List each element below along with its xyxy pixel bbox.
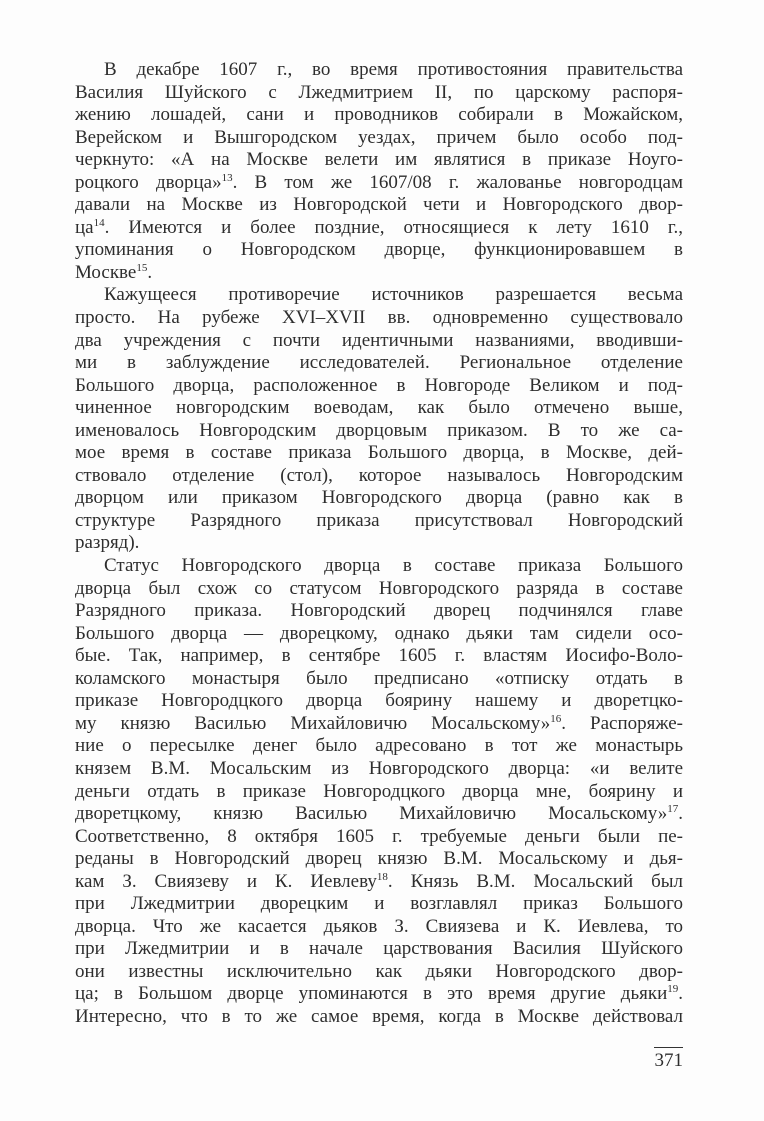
footnote-ref: 14 [93, 216, 105, 229]
text-segment: дворца. Что же касается дьяков З. Свиязева и К. Иевлева, то [75, 915, 683, 937]
text-line [75, 826, 683, 849]
footnote-ref: 17 [667, 803, 679, 816]
text-line [75, 961, 683, 984]
text-segment: Большого дворца — дворецкому, однако дьяки там сидели осо- [75, 622, 683, 644]
text-segment: при Лжедмитрии и в начале царствования Василия Шуйского [75, 938, 683, 960]
text-segment: приказе Новгородцкого дворца боярину нашему и дворетцко- [75, 690, 683, 712]
text-segment: разряд). [75, 532, 140, 554]
text-segment: давали на Москве из Новгородской чети и Новгородского двор- [75, 194, 683, 216]
text-line [75, 532, 683, 555]
text-line [75, 149, 683, 172]
page-number: 371 [654, 1047, 683, 1072]
footnote-ref: 18 [376, 870, 388, 883]
text-segment: ца [75, 216, 94, 238]
text-line [75, 352, 683, 375]
text-line [75, 104, 683, 127]
text-line [75, 284, 683, 307]
text-line [75, 690, 683, 713]
text-line [75, 59, 683, 82]
text-line [75, 803, 683, 826]
text-segment: мое время в составе приказа Большого дворца, в Москве, дей- [75, 442, 683, 464]
text-line [75, 578, 683, 601]
text-segment: Василия Шуйского с Лжедмитрием II, по царскому распоря- [75, 81, 683, 103]
text-segment: дворца был схож со статусом Новгородского разряда в составе [75, 577, 683, 599]
text-line [75, 871, 683, 894]
text-line [75, 645, 683, 668]
text-segment: . Распоряже- [561, 712, 683, 734]
text-line [75, 916, 683, 939]
text-segment: кам З. Свиязеву и К. Иевлеву [75, 870, 377, 892]
text-segment: ствовало отделение (стол), которое называлось Новгородским [75, 464, 683, 486]
text-segment: Интересно, что в то же самое время, когда в Москве действовал [75, 1005, 683, 1027]
text-line [75, 735, 683, 758]
text-line [75, 893, 683, 916]
text-line [75, 82, 683, 105]
text-line [75, 623, 683, 646]
text-segment: дворцом или приказом Новгородского дворца (равно как в [75, 487, 683, 509]
text-segment: В декабре 1607 г., во время противостояния правительства [104, 59, 683, 80]
text-segment: . Князь В.М. Мосальский был [387, 870, 683, 892]
text-line [75, 510, 683, 533]
text-line [75, 668, 683, 691]
text-line [75, 465, 683, 488]
text-segment: черкнуто: «А на Москве велети им являтися в приказе Ноуго- [75, 149, 683, 171]
text-segment: Москве [75, 261, 137, 283]
text-line [75, 487, 683, 510]
text-line [75, 307, 683, 330]
text-segment: они известны исключительно как дьяки Новгородского двор- [75, 960, 683, 982]
text-segment: реданы в Новгородский дворец князю В.М. Мосальскому и дья- [75, 848, 683, 870]
text-line [75, 781, 683, 804]
text-line [75, 172, 683, 195]
text-segment: Соответственно, 8 октября 1605 г. требуемые деньги были пе- [75, 825, 683, 847]
text-line [75, 938, 683, 961]
text-segment: му князю Василью Михайловичю Мосальскому» [75, 712, 551, 734]
text-segment: чиненное новгородским воеводам, как было отмечено выше, [75, 397, 683, 419]
text-segment: ми в заблуждение исследователей. Региональное отделение [75, 352, 683, 374]
footnote-ref: 19 [667, 983, 679, 996]
text-line [75, 758, 683, 781]
text-line [75, 442, 683, 465]
text-segment: роцкого дворца» [75, 171, 222, 193]
text-line [75, 848, 683, 871]
text-segment: жению лошадей, сани и проводников собирали в Можайском, [75, 104, 683, 126]
text-line [75, 127, 683, 150]
text-segment: ца; в Большом дворце упоминаются в это время другие дьяки [75, 983, 668, 1005]
text-segment: два учреждения с почти идентичными названиями, вводивши- [75, 329, 683, 351]
footnote-ref: 16 [550, 712, 562, 725]
text-segment: князем В.М. Мосальским из Новгородского дворца: «и велите [75, 757, 683, 779]
text-segment: Большого дворца, расположенное в Новгороде Великом и под- [75, 374, 683, 396]
text-segment: коламского монастыря было предписано «отписку отдать в [75, 667, 683, 689]
body-text [75, 59, 683, 1029]
text-segment: . В том же 1607/08 г. жалованье новгородцам [232, 171, 683, 193]
text-line [75, 194, 683, 217]
text-line [75, 1006, 683, 1029]
text-segment: Верейском и Вышгородском уездах, причем было особо под- [75, 126, 683, 148]
text-segment: структуре Разрядного приказа присутствовал Новгородский [75, 509, 683, 531]
text-line [75, 420, 683, 443]
text-segment: дворетцкому, князю Василью Михайловичю Мосальскому» [75, 803, 668, 825]
paragraph [75, 284, 683, 555]
text-segment: именовалось Новгородским дворцовым приказом. В то же са- [75, 419, 683, 441]
text-segment: . [147, 261, 153, 283]
text-segment: бые. Так, например, в сентябре 1605 г. властям Иосифо-Воло- [75, 645, 683, 667]
text-segment: . Имеются и более поздние, относящиеся к лету 1610 г., [104, 216, 683, 238]
paragraph [75, 59, 683, 284]
text-line [75, 330, 683, 353]
text-line [75, 555, 683, 578]
text-segment: Статус Новгородского дворца в составе приказа Большого [104, 555, 683, 577]
text-segment: . [678, 803, 683, 825]
text-segment: . [678, 983, 683, 1005]
text-line [75, 239, 683, 262]
text-segment: деньги отдать в приказе Новгородцкого дворца мне, боярину и [75, 780, 683, 802]
text-line [75, 217, 683, 240]
text-segment: просто. На рубеже XVI–XVII вв. одновременно существовало [75, 307, 683, 329]
text-segment: упоминания о Новгородском дворце, функционировавшем в [75, 239, 683, 261]
text-line [75, 397, 683, 420]
paragraph [75, 555, 683, 1028]
footnote-ref: 15 [136, 261, 148, 274]
text-segment: Разрядного приказа. Новгородский дворец подчинялся главе [75, 600, 683, 622]
text-segment: ние о пересылке денег было адресовано в тот же монастырь [75, 735, 683, 757]
text-segment: при Лжедмитрии дворецким и возглавлял приказ Большого [75, 893, 683, 915]
text-line [75, 375, 683, 398]
text-line [75, 600, 683, 623]
text-line [75, 713, 683, 736]
text-segment: Кажущееся противоречие источников разрешается весьма [104, 284, 683, 306]
text-line [75, 262, 683, 285]
footnote-ref: 13 [221, 171, 233, 184]
text-line [75, 983, 683, 1006]
